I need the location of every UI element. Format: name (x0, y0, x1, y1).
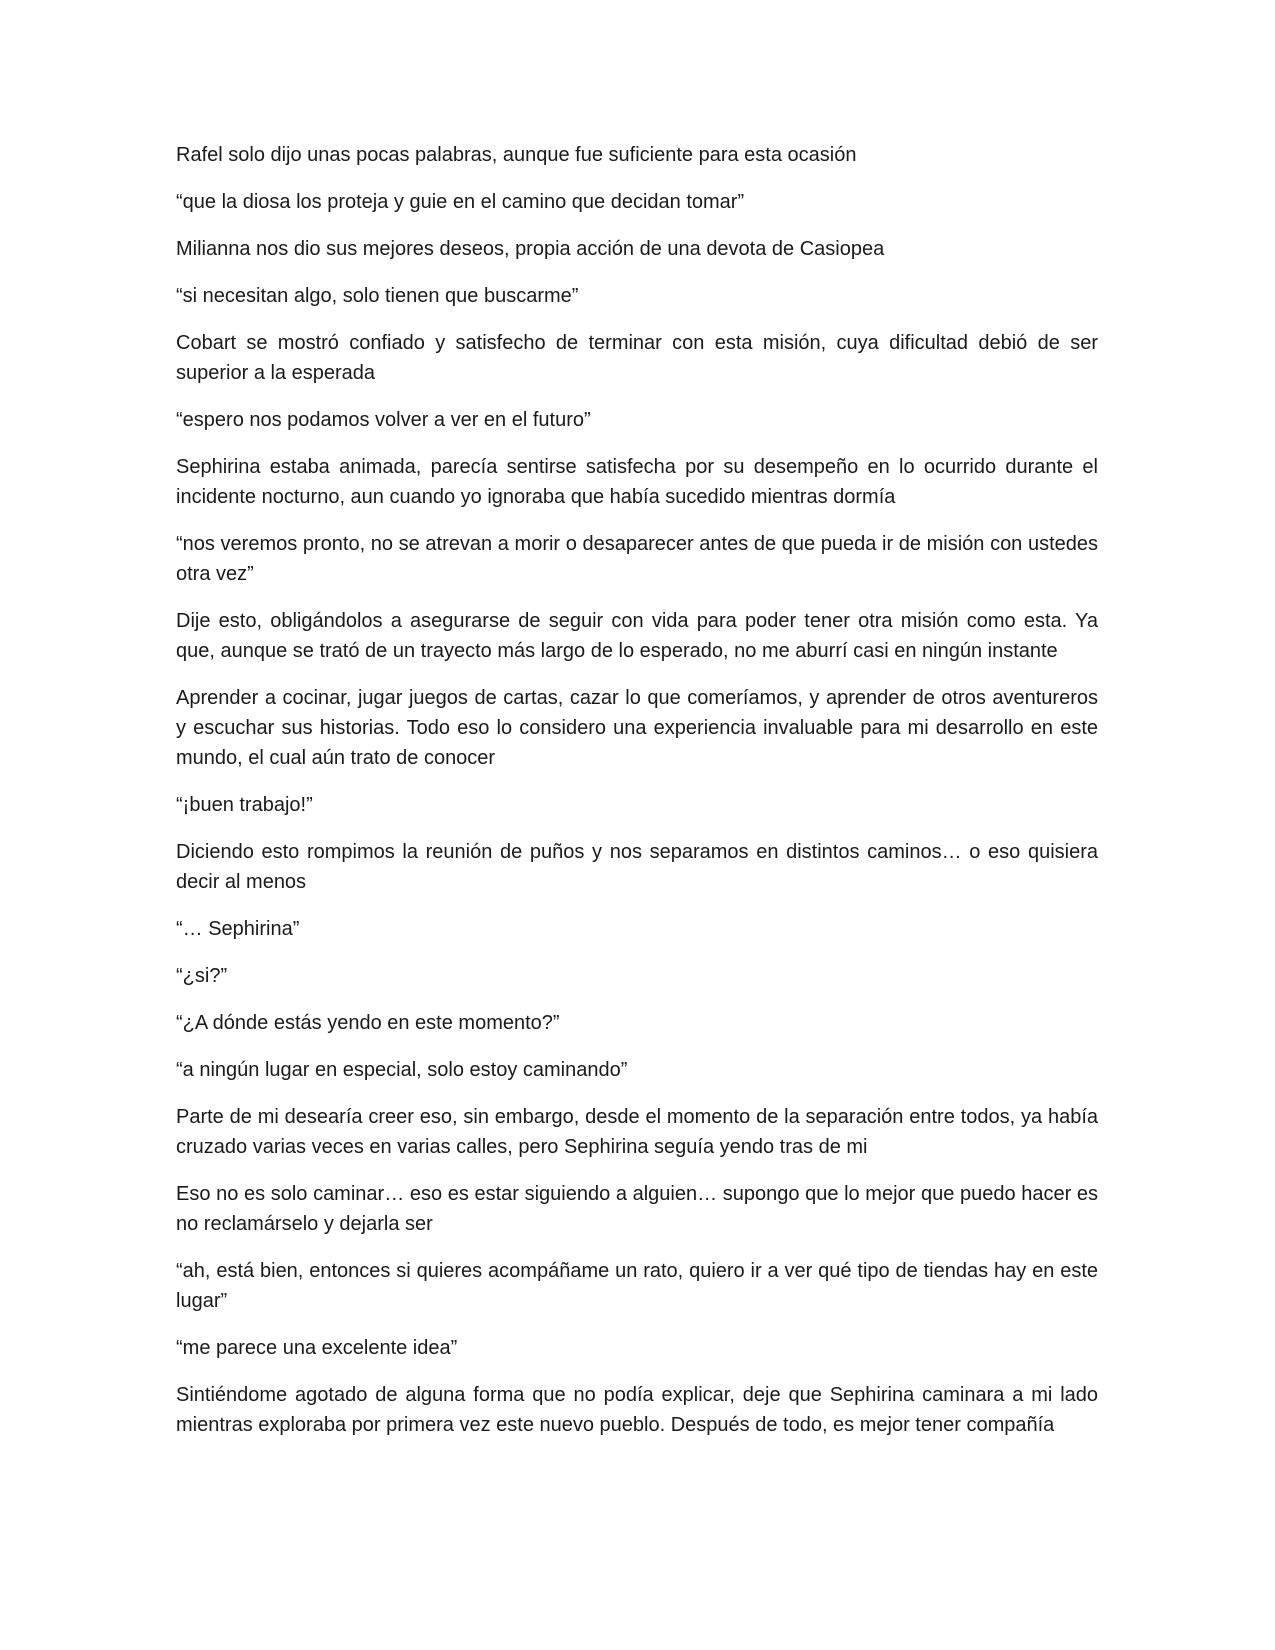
paragraph-11: “¡buen trabajo!” (176, 794, 313, 816)
paragraph-5: Cobart se mostró confiado y satisfecho de terminar con esta misión, cuya dificultad debió de ser superior a la esperada (176, 332, 1098, 384)
paragraph-6: “espero nos podamos volver a ver en el futuro” (176, 409, 591, 431)
paragraph-8: “nos veremos pronto, no se atrevan a morir o desaparecer antes de que pueda ir de misión con ustedes otra vez” (176, 533, 1098, 585)
paragraph-4: “si necesitan algo, solo tienen que buscarme” (176, 285, 579, 307)
paragraph-14: “¿si?” (176, 965, 228, 987)
paragraph-16: “a ningún lugar en especial, solo estoy caminando” (176, 1059, 628, 1081)
paragraph-18: Eso no es solo caminar… eso es estar siguiendo a alguien… supongo que lo mejor que puedo hacer es no reclamárselo y dejarla ser (176, 1183, 1098, 1235)
paragraph-2: “que la diosa los proteja y guie en el camino que decidan tomar” (176, 191, 745, 213)
paragraph-3: Milianna nos dio sus mejores deseos, propia acción de una devota de Casiopea (176, 238, 885, 260)
paragraph-19: “ah, está bien, entonces si quieres acompáñame un rato, quiero ir a ver qué tipo de tiendas hay en este lugar” (176, 1260, 1098, 1312)
paragraph-20: “me parece una excelente idea” (176, 1337, 458, 1359)
paragraph-15: “¿A dónde estás yendo en este momento?” (176, 1012, 560, 1034)
paragraph-1: Rafel solo dijo unas pocas palabras, aunque fue suficiente para esta ocasión (176, 144, 857, 166)
paragraph-12: Diciendo esto rompimos la reunión de puños y nos separamos en distintos caminos… o eso quisiera decir al menos (176, 841, 1098, 893)
paragraph-13: “… Sephirina” (176, 918, 300, 940)
paragraph-21: Sintiéndome agotado de alguna forma que no podía explicar, deje que Sephirina caminara a mi lado mientras exploraba por primera vez este nuevo pueblo. Después de todo, es mejor tener compañía (176, 1384, 1098, 1436)
paragraph-10: Aprender a cocinar, jugar juegos de cartas, cazar lo que comeríamos, y aprender de otros aventureros y escuchar sus historias. Todo eso lo considero una experiencia invaluable para mi desarrollo en este mundo, el cual aún trato de conocer (176, 687, 1098, 769)
paragraph-17: Parte de mi desearía creer eso, sin embargo, desde el momento de la separación entre todos, ya había cruzado varias veces en varias calles, pero Sephirina seguía yendo tras de mi (176, 1106, 1098, 1158)
document-page (176, 140, 1098, 1457)
paragraph-9: Dije esto, obligándolos a asegurarse de seguir con vida para poder tener otra misión como esta. Ya que, aunque se trató de un trayecto más largo de lo esperado, no me aburrí casi en ningún instante (176, 610, 1098, 662)
paragraph-7: Sephirina estaba animada, parecía sentirse satisfecha por su desempeño en lo ocurrido durante el incidente nocturno, aun cuando yo ignoraba que había sucedido mientras dormía (176, 456, 1098, 508)
